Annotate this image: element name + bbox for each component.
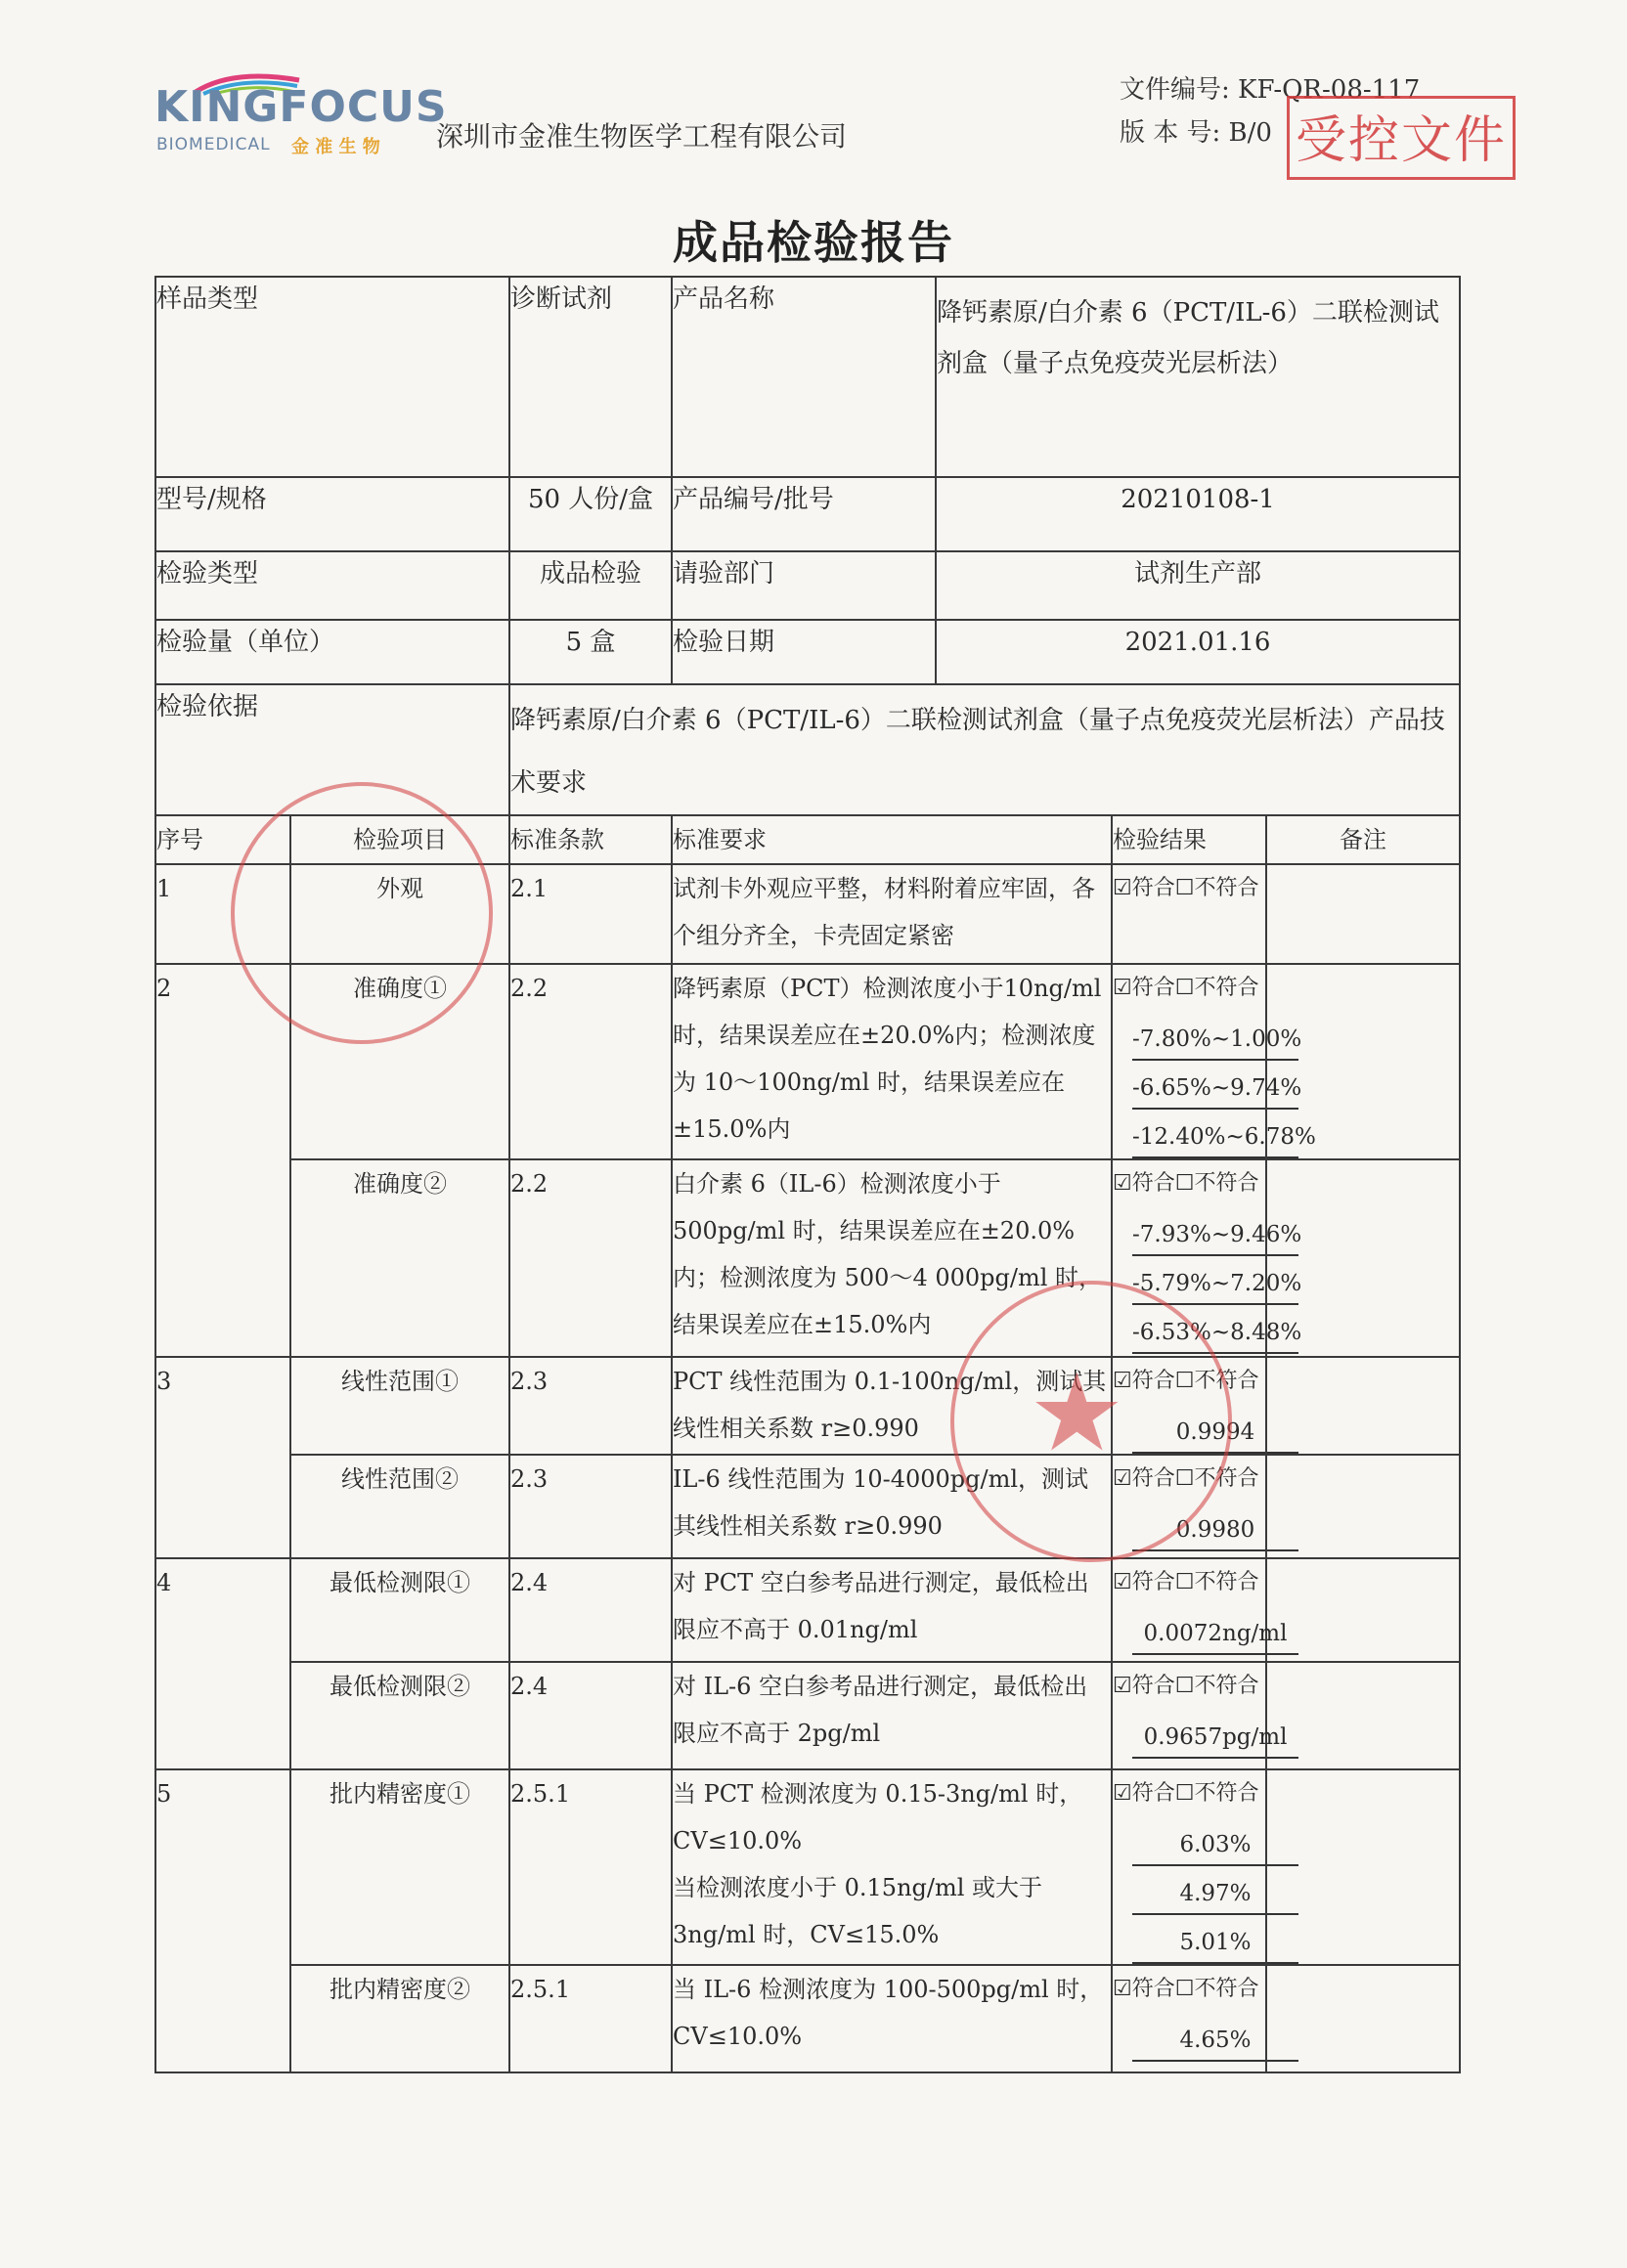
inspection-type-value: 成品检验 (509, 551, 672, 620)
model-value: 50 人份/盒 (509, 477, 672, 551)
table-row (155, 1769, 1460, 1965)
table-row (155, 964, 1460, 1159)
result-value: 0.9657pg/ml (1132, 1718, 1298, 1759)
basis-value: 降钙素原/白介素 6（PCT/IL-6）二联检测试剂盒（量子点免疫荧光层析法）产品技术要求 (509, 684, 1460, 815)
requirement-text: 对 IL-6 空白参考品进行测定，最低检出限应不高于 2pg/ml (673, 1673, 1088, 1747)
col-header-clause: 标准条款 (509, 815, 672, 864)
conform-checkbox: ☑符合☐不符合 (1113, 976, 1259, 1000)
requirement-text: 当 PCT 检测浓度为 0.15-3ng/ml 时，CV≤10.0% (673, 1780, 1083, 1854)
document-number: 文件编号: KF-QR-08-117 (1120, 75, 1421, 105)
requirement-text: IL-6 线性范围为 10-4000pg/ml，测试其线性相关系数 r≥0.990 (673, 1465, 1089, 1540)
standard-clause: 2.1 (509, 864, 672, 964)
standard-requirement (672, 964, 1112, 1159)
inspection-type-label: 检验类型 (155, 551, 509, 620)
standard-requirement (672, 1662, 1112, 1769)
department-value: 试剂生产部 (936, 551, 1460, 620)
remark-cell (1266, 1357, 1460, 1455)
result-value: 0.9980 (1132, 1510, 1298, 1551)
inspection-result (1112, 1159, 1302, 1357)
inspection-result (1112, 1455, 1266, 1558)
basis-label: 检验依据 (155, 684, 509, 815)
requirement-text: 降钙素原（PCT）检测浓度小于10ng/ml 时，结果误差应在±20.0%内；检测浓度为 10～100ng/ml 时，结果误差应在±15.0%内 (673, 975, 1102, 1143)
result-value: 0.9994 (1132, 1413, 1298, 1454)
conform-checkbox: ☑符合☐不符合 (1113, 1570, 1259, 1594)
result-value: 5.01% (1132, 1923, 1298, 1964)
inspection-result (1112, 1662, 1288, 1769)
inspection-result (1112, 1558, 1288, 1662)
quantity-label: 检验量（单位） (155, 620, 509, 684)
inspection-result (1112, 1965, 1266, 2072)
result-value: 4.97% (1132, 1874, 1298, 1915)
batch-value: 20210108-1 (936, 477, 1460, 551)
inspection-result (1112, 1357, 1266, 1455)
remark-cell (1266, 1769, 1460, 1965)
remark-cell (1266, 1662, 1460, 1769)
standard-requirement (672, 1965, 1112, 2072)
logo-sub-text: BIOMEDICAL (156, 135, 271, 154)
result-value: -6.65%~9.74% (1132, 1069, 1298, 1110)
col-header-result: 检验结果 (1112, 815, 1266, 864)
table-row (155, 1558, 1460, 1662)
standard-clause: 2.2 (509, 1159, 672, 1357)
standard-clause: 2.2 (509, 964, 672, 1159)
product-name-value: 降钙素原/白介素 6（PCT/IL-6）二联检测试剂盒（量子点免疫荧光层析法） (936, 277, 1460, 477)
result-value: -6.53%~8.48% (1132, 1313, 1298, 1354)
sample-type-value: 诊断试剂 (509, 277, 672, 477)
inspection-item: 最低检测限② (290, 1662, 509, 1769)
conform-checkbox: ☑符合☐不符合 (1113, 1171, 1259, 1196)
inspection-item: 准确度② (290, 1159, 509, 1357)
requirement-text: PCT 线性范围为 0.1-100ng/ml，测试其线性相关系数 r≥0.990 (673, 1368, 1107, 1442)
row-number: 3 (155, 1357, 290, 1558)
conform-checkbox: ☑符合☐不符合 (1113, 1674, 1259, 1698)
model-label: 型号/规格 (155, 477, 509, 551)
result-value: -12.40%~6.78% (1132, 1117, 1298, 1158)
row-number: 5 (155, 1769, 290, 2072)
conform-checkbox: ☑符合☐不符合 (1113, 1977, 1259, 2001)
seal-star-icon: ★ (1029, 1350, 1125, 1475)
standard-requirement (672, 1769, 1112, 1965)
standard-clause: 2.3 (509, 1357, 672, 1455)
inspection-item: 外观 (290, 864, 509, 964)
company-name: 深圳市金准生物医学工程有限公司 (436, 120, 848, 153)
requirement-text: 当检测浓度小于 0.15ng/ml 或大于3ng/ml 时，CV≤15.0% (673, 1874, 1043, 1948)
remark-cell (1266, 1455, 1460, 1558)
table-header-row (155, 815, 1460, 864)
result-value: 4.65% (1132, 2021, 1298, 2062)
conform-checkbox: ☑符合☐不符合 (1113, 876, 1259, 900)
requirement-text: 对 PCT 空白参考品进行测定，最低检出限应不高于 0.01ng/ml (673, 1569, 1089, 1643)
requirement-text: 白介素 6（IL-6）检测浓度小于500pg/ml 时，结果误差应在±20.0%内；检测浓度为 500～4 000pg/ml 时，结果误差应在±15.0%内 (673, 1170, 1103, 1338)
conform-checkbox: ☑符合☐不符合 (1113, 1781, 1259, 1806)
standard-clause: 2.5.1 (509, 1769, 672, 1965)
inspection-item: 批内精密度② (290, 1965, 509, 2072)
row-number: 4 (155, 1558, 290, 1769)
result-value: -7.93%~9.46% (1132, 1215, 1298, 1256)
inspection-report-table (154, 276, 1461, 2073)
standard-clause: 2.4 (509, 1558, 672, 1662)
remark-cell (1266, 1965, 1460, 2072)
quantity-value: 5 盒 (509, 620, 672, 684)
inspection-item: 线性范围① (290, 1357, 509, 1455)
standard-requirement (672, 1159, 1112, 1357)
table-row (155, 1159, 1460, 1357)
product-name-label: 产品名称 (672, 277, 936, 477)
info-row-type (155, 551, 1460, 620)
col-header-remark: 备注 (1266, 815, 1460, 864)
inspection-item: 线性范围② (290, 1455, 509, 1558)
standard-clause: 2.4 (509, 1662, 672, 1769)
requirement-text: 当 IL-6 检测浓度为 100-500pg/ml 时，CV≤10.0% (673, 1976, 1104, 2050)
info-row-sample (155, 277, 1460, 477)
conform-checkbox: ☑符合☐不符合 (1113, 1466, 1259, 1491)
inspection-item: 准确度① (290, 964, 509, 1159)
table-row (155, 1357, 1460, 1455)
standard-requirement (672, 864, 1112, 964)
table-row (155, 1965, 1460, 2072)
document-version: 版 本 号: B/0 (1120, 118, 1272, 148)
row-number: 1 (155, 864, 290, 964)
remark-cell (1266, 1558, 1460, 1662)
result-rows (155, 864, 1460, 2072)
table-row (155, 1662, 1460, 1769)
inspection-result (1112, 864, 1266, 964)
table-row (155, 1455, 1460, 1558)
standard-clause: 2.3 (509, 1455, 672, 1558)
remark-cell (1266, 864, 1460, 964)
standard-requirement (672, 1558, 1112, 1662)
result-value: 6.03% (1132, 1825, 1298, 1866)
inspection-item: 最低检测限① (290, 1558, 509, 1662)
result-value: 0.0072ng/ml (1132, 1614, 1298, 1655)
logo-cn-text: 金 准 生 物 (291, 137, 380, 157)
info-row-model (155, 477, 1460, 551)
logo-brand-text: KINGFOCUS (154, 82, 448, 132)
info-row-basis (155, 684, 1460, 815)
conform-checkbox: ☑符合☐不符合 (1113, 1369, 1259, 1393)
report-title: 成品检验报告 (673, 216, 954, 269)
result-value: -5.79%~7.20% (1132, 1264, 1298, 1305)
col-header-no: 序号 (155, 815, 290, 864)
date-label: 检验日期 (672, 620, 936, 684)
result-value: -7.80%~1.00% (1132, 1020, 1298, 1061)
inspection-result (1112, 964, 1316, 1159)
table-row (155, 864, 1460, 964)
requirement-text: 试剂卡外观应平整，材料附着应牢固，各个组分齐全，卡壳固定紧密 (673, 875, 1096, 949)
date-value: 2021.01.16 (936, 620, 1460, 684)
standard-clause: 2.5.1 (509, 1965, 672, 2072)
inspection-item: 批内精密度① (290, 1769, 509, 1965)
row-number: 2 (155, 964, 290, 1357)
col-header-item: 检验项目 (290, 815, 509, 864)
batch-label: 产品编号/批号 (672, 477, 936, 551)
company-logo (154, 78, 448, 157)
info-row-qty (155, 620, 1460, 684)
col-header-requirement: 标准要求 (672, 815, 1112, 864)
sample-type-label: 样品类型 (155, 277, 509, 477)
department-label: 请验部门 (672, 551, 936, 620)
inspection-result (1112, 1769, 1266, 1965)
controlled-document-stamp: 受控文件 (1287, 96, 1516, 180)
